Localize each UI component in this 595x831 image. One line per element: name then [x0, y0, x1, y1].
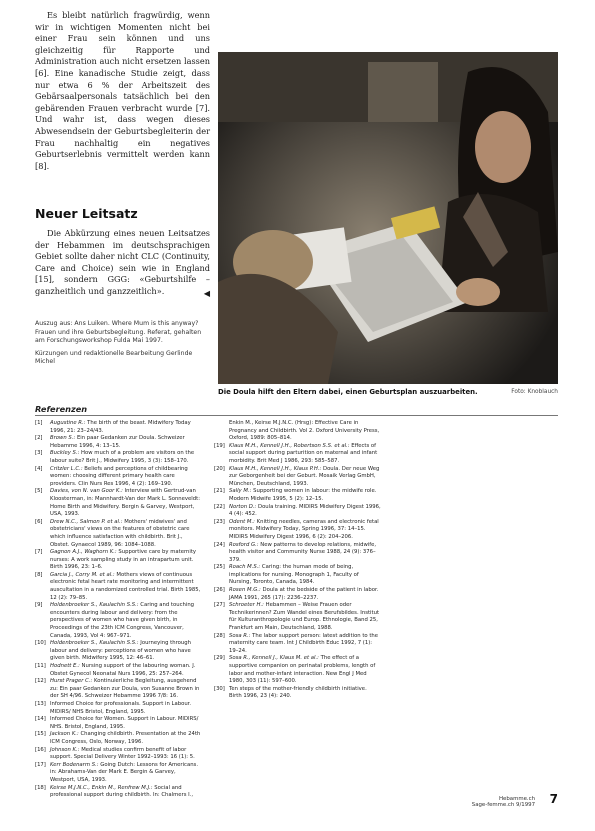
photo-caption: Die Doula hilft den Eltern dabei, einen Geburtsplan auszuarbeiten.: [218, 388, 478, 396]
reference-item: [214, 587, 381, 602]
reference-number: [2]: [35, 435, 43, 442]
reference-authors: Norton D.:: [229, 503, 257, 510]
reference-title: Hebammen – Weise Frauen oder Technikerinnen? Zum Wandel eines Berufsbildes. Institut für Kulturanthropologie und Europ. Ethnologie, Band 25, Frankfurt am Main, Deutschland, 1988.: [229, 602, 380, 632]
reference-title: Effects of social support during parturition on maternal and infant morbidity. Brit Med J 1986, 293: 585–587.: [229, 442, 378, 464]
reference-authors: Odent M.:: [229, 518, 255, 525]
reference-item: [214, 466, 381, 489]
reference-item: [35, 747, 202, 762]
photo: [218, 52, 558, 384]
reference-number: [17]: [35, 761, 46, 768]
reference-text: [50, 663, 202, 678]
reference-authors: Sosa R., Kennell J., Klaus M. et al.:: [229, 655, 319, 662]
reference-title: Doula training. MIDIRS Midwifery Digest 1996, 4 (4): 452.: [229, 503, 381, 518]
reference-item: [35, 701, 202, 716]
reference-text: [50, 762, 202, 785]
reference-item: [214, 504, 381, 519]
journal-footer: [472, 796, 535, 809]
journal-name: Hebamme.ch: [498, 796, 535, 802]
reference-item: [35, 663, 202, 678]
reference-title: The effect of a supportive companion on perinatal problems, length of labor and mother-infant interaction. New Engl J Med 1980, 303 (11): 597–600.: [229, 655, 376, 685]
reference-number: [16]: [35, 746, 46, 753]
reference-title: Informed Choice for professionals. Support in Labour. MIDIRS/ NHS Bristol, England, 1995.: [50, 700, 192, 715]
reference-title: Informed Choice for Women. Support in Labour. MIDIRS/ NHS. Bristol, England, 1995.: [50, 716, 199, 730]
reference-text: [229, 542, 381, 565]
reference-item: [214, 686, 381, 701]
reference-item: [35, 572, 202, 602]
reference-title: Supportive care by maternity nurses: A work sampling study in an intrapartum unit. Birth 1996, 23: 1–6.: [50, 549, 197, 571]
reference-text: [50, 450, 202, 465]
reference-text: [229, 564, 381, 587]
reference-text: [229, 587, 381, 602]
reference-title: Going Dutch: Lessons for Americans. in: Abrahams-Van der Mark E. Bergin & Garvey, Westport, USA, 1993.: [50, 761, 198, 783]
reference-number: [22]: [214, 503, 225, 510]
reference-number: [15]: [35, 731, 46, 738]
reference-text: [50, 731, 202, 746]
reference-number: [4]: [35, 465, 43, 472]
journal-issue: Sage-femme.ch 9/1997: [471, 802, 535, 809]
reference-text: [229, 466, 381, 489]
reference-text: [50, 701, 202, 716]
reference-authors: Kerr Bodenarm S.:: [50, 761, 99, 768]
reference-item: [35, 488, 202, 518]
reference-authors: Augustine R.:: [50, 420, 86, 426]
reference-item: [214, 602, 381, 632]
reference-text: [229, 602, 381, 632]
leitsatz-column: [35, 228, 210, 300]
reference-item: [35, 466, 202, 489]
reference-number: [1]: [35, 420, 43, 426]
reference-item: [214, 564, 381, 587]
reference-item: [35, 450, 202, 465]
divider: [35, 415, 558, 416]
reference-authors: Roach M.S.:: [229, 564, 261, 571]
reference-authors: Schroeter H.:: [229, 602, 264, 609]
reference-number: [25]: [214, 564, 225, 571]
reference-number: [23]: [214, 518, 225, 525]
reference-text: [50, 572, 202, 602]
reference-authors: Johnson K.:: [50, 746, 80, 753]
reference-authors: Sally M.:: [229, 488, 252, 495]
reference-item: [35, 731, 202, 746]
reference-title: New patterns to develop relations, midwife, health visitor and Community Nurse 1988, 24 (9): 376–379.: [229, 541, 377, 563]
reference-authors: Rosen M.G.:: [229, 587, 261, 594]
reference-authors: Critzler L.C.:: [50, 465, 83, 472]
reference-authors: Holdenbroeker S., Kaulachin S.S.:: [50, 640, 139, 647]
reference-title: Mothers views of continuous electronic fetal heart rate monitoring and intermittent auscultation in a randomized controlled trial. Birth 1985, 12 (2): 79–85.: [50, 571, 201, 601]
reference-text: [50, 716, 202, 731]
end-marker-icon: ◀: [203, 287, 210, 298]
reference-text: [50, 747, 202, 762]
reference-item: [35, 519, 202, 549]
reference-number: [18]: [35, 784, 46, 791]
intro-column: [35, 10, 210, 172]
references-heading: Referenzen: [35, 404, 88, 414]
reference-authors: Hodnett E.:: [50, 663, 80, 669]
reference-number: [6]: [35, 518, 43, 525]
reference-text: [50, 435, 202, 450]
reference-title: The birth of the beast. Midwifery Today 1996, 21: 23–24/43.: [50, 420, 191, 434]
reference-title: Knitting needles, cameras and electronic fetal monitors. Midwifery Today, Spring 1996, 37: 14–15. MIDIRS Midwifery Digest 1996, 6 (2): 204–206.: [229, 518, 379, 540]
source-excerpt: Auszug aus: Ans Luiken. Where Mum is this anyway? Frauen und ihre Geburtsbegleitung. Referat, gehalten am Forschungsworkshop Fulda Mai 1997.: [35, 320, 202, 345]
reference-text: [229, 488, 381, 503]
reference-text: [50, 549, 202, 572]
reference-item: [214, 519, 381, 542]
reference-number: [26]: [214, 587, 225, 594]
reference-text: [50, 602, 202, 640]
reference-title: Doula. Der neue Weg zur Geborgenheit bei der Geburt. Mosaik Verlag GmbH, München, Deutschland, 1993.: [229, 465, 380, 487]
references-list: [35, 420, 560, 800]
reference-item: [35, 549, 202, 572]
reference-number: [5]: [35, 488, 43, 495]
reference-title: Social and professional support during childbirth. In: Chalmers I., Enkin M., Keirse M.J.N.C. (Hrsg): Effective Care in Pregnancy and Childbirth. Vol 2. Oxford University Press, Oxford, 1989: 805–814.: [50, 420, 380, 799]
reference-number: [12]: [35, 678, 46, 685]
reference-number: [29]: [214, 655, 225, 662]
reference-authors: Jackson K.:: [50, 731, 79, 738]
reference-text: [229, 519, 381, 542]
reference-number: [3]: [35, 450, 43, 457]
reference-number: [13]: [35, 700, 46, 707]
reference-text: [229, 686, 381, 701]
reference-number: [14]: [35, 716, 46, 723]
reference-authors: Garcia J., Corry M. et al.:: [50, 571, 115, 578]
section-heading: Neuer Leitsatz: [35, 206, 138, 221]
reference-text: [50, 640, 202, 663]
reference-authors: Drew N.C., Salmon P. et al.:: [50, 518, 123, 525]
reference-item: [35, 435, 202, 450]
reference-text: [50, 466, 202, 489]
reference-number: [28]: [214, 632, 225, 639]
source-note: [35, 320, 210, 371]
reference-text: [50, 678, 202, 701]
reference-authors: Klaus M.H., Kennell J.H., Klaus P.H.:: [229, 465, 322, 472]
reference-text: [229, 633, 381, 656]
leitsatz-paragraph: [35, 228, 210, 298]
reference-number: [24]: [214, 541, 225, 548]
reference-text: [50, 488, 202, 518]
reference-number: [9]: [35, 602, 43, 609]
reference-number: [27]: [214, 602, 225, 609]
reference-text: [229, 504, 381, 519]
reference-text: [229, 443, 381, 466]
reference-title: Beliefs and perceptions of childbearing women: choosing different primary health care providers. Clin Nurs Res 1996, 4 (2): 169–190.: [50, 465, 188, 487]
reference-title: Medical studies confirm benefit of labor support. Special Delivery Winter 1992–1993: 16 (1): 5.: [50, 746, 195, 761]
reference-title: Doula at the bedside of the patient in labor. JAMA 1991, 265 (17): 2236–2237.: [229, 587, 379, 601]
reference-title: Supporting women in labour: the midwife role. Modern Midwife 1995, 5 (2): 12–15.: [229, 488, 377, 502]
reference-title: How much of a problem are visitors on the labour suite? Brit J., Midwifery 1995, 3 (3): 158–170.: [50, 450, 195, 464]
reference-authors: Sosa R.:: [229, 632, 251, 639]
reference-title: Changing childbirth. Presentation at the 24th ICM Congress, Oslo, Norway, 1996.: [50, 731, 201, 745]
reference-item: [35, 762, 202, 785]
reference-authors: Rosford G.:: [229, 541, 259, 548]
reference-number: [21]: [214, 488, 225, 495]
reference-item: [214, 443, 381, 466]
reference-authors: Holdenbroeker S., Kaulachin S.S.:: [50, 602, 139, 609]
reference-number: [30]: [214, 685, 225, 692]
reference-item: [214, 633, 381, 656]
reference-number: [19]: [214, 442, 225, 449]
reference-number: [10]: [35, 640, 46, 647]
reference-title: Ten steps of the mother-friendly childbirth initiative. Birth 1996, 23 (4): 240.: [229, 685, 367, 700]
reference-text: [229, 655, 381, 685]
reference-authors: Klaus M.H., Kennell J.H., Robertson S.S. et al.:: [229, 442, 350, 449]
photo-credit: Foto: Knoblauch: [511, 389, 558, 395]
reference-authors: Buckley S.:: [50, 450, 80, 457]
photo-illustration: [218, 52, 558, 384]
intro-paragraph: Es bleibt natürlich fragwürdig, wenn wir in wichtigen Momenten nicht bei einer Frau sein können und uns gleichzeitig für Rapporte und Administration auch nicht ersetzen lassen [6]. Eine kanadische Studie zeigt, dass nur etwa 6 % der Arbeitszeit des Gebärsaalpersonals tatsächlich bei den gebärenden Frauen verbracht wurde [7]. Und wahr ist, dass wegen dieses Abwesendsein der Geburtsbegleiterin der Frau nachhaltig ein negatives Geburtserlebnis vermittelt werden kann [8].: [35, 10, 210, 171]
reference-item: [214, 655, 381, 685]
reference-item: [35, 716, 202, 731]
reference-title: Caring: the human mode of being, implications for nursing. Monograph 1, Faculty of Nursing, Toronto, Canada, 1984.: [229, 564, 359, 586]
reference-authors: Keirse M.J.N.C., Enkin M., Renfrew M.J.:: [50, 784, 153, 791]
page-number: 7: [549, 792, 558, 806]
reference-title: Journeying through labour and delivery: perceptions of women who have given birth. Midwifery 1995, 12: 46–61.: [50, 640, 191, 662]
reference-title: Kontinuierliche Begleitung, ausgehend zu: Ein paar Gedanken zur Doula, von Susanne Brown in der SH 4/96. Schweizer Hebamme 1996 7/8: 16.: [50, 678, 200, 700]
reference-text: [50, 519, 202, 549]
reference-item: [35, 678, 202, 701]
editing-credit: Kürzungen und redaktionelle Bearbeitung Gerlinde Michel: [35, 349, 193, 366]
reference-number: [8]: [35, 571, 43, 578]
reference-number: [7]: [35, 549, 43, 556]
reference-item: [35, 602, 202, 640]
leitsatz-text: Die Abkürzung eines neuen Leitsatzes der Hebammen im deutschsprachigen Gebiet sollte daher nicht CLC (Continuity, Care and Choice) sein wie in England [15], sondern GGG: «Geburtshilfe – ganzheitlich und ganzzeitlich».: [35, 228, 210, 296]
reference-number: [20]: [214, 465, 225, 472]
reference-item: [35, 420, 202, 435]
reference-title: The labor support person: latest addition to the maternity care team. Int J Childbirth Educ 1992, 7 (1): 19–24.: [229, 632, 379, 654]
reference-authors: Davies, von N. van Goor K.:: [50, 488, 123, 495]
reference-item: [214, 488, 381, 503]
reference-authors: Brown S.:: [50, 435, 76, 442]
reference-item: [214, 542, 381, 565]
reference-title: Interview with Gertrud-van Kloosterman, in: Mannhardt-Van der Mark L. Sonneveldt: Home Birth and Midwifery. Bergin & Garvey, Westport, USA, 1993.: [50, 488, 201, 518]
reference-title: Mothers' midwives' and obstetricians' views on the features of obstetric care which influence satisfaction with childbirth. Brit J., Obstet. Gynaecol 1989, 96: 1084–1088.: [50, 518, 190, 548]
reference-authors: Gagnon A.J., Waghorn K.:: [50, 549, 117, 556]
reference-authors: Hurst Prager C.:: [50, 678, 93, 685]
reference-title: Ein paar Gedanken zur Doula. Schweizer Hebamme 1996, 4: 13–15.: [50, 435, 185, 449]
reference-item: [35, 640, 202, 663]
reference-number: [11]: [35, 663, 46, 669]
reference-title: Caring and touching encounters during labour and delivery: from the perspectives of women who have given birth, in Proceedings of the 23th ICM Congress, Vancouver, Canada, 1993, Vol 4: 967–971.: [50, 602, 195, 639]
reference-title: Nursing support of the labouring woman. J. Obstet Gynecol Neonatal Nurs 1996, 25: 257–264.: [50, 663, 196, 677]
reference-text: [50, 420, 202, 435]
